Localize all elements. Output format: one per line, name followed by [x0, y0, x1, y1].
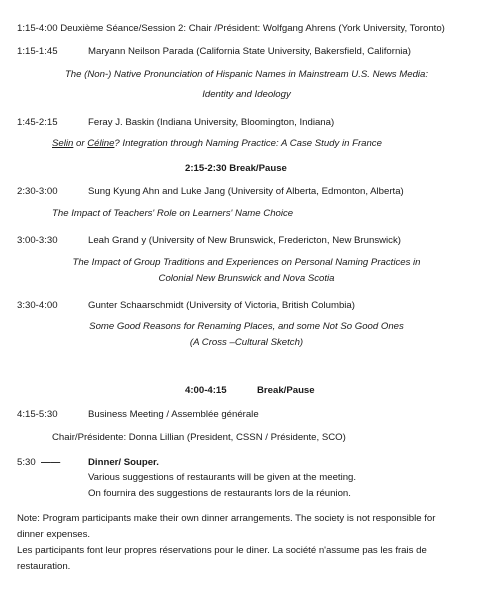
- dinner-line-en: Various suggestions of restaurants will be given at the meeting.: [88, 472, 357, 483]
- title-or: or: [73, 138, 88, 149]
- talk-title-cont: (A Cross –Cultural Sketch): [189, 337, 304, 348]
- talk-title: The Impact of Group Traditions and Experiences on Personal Naming Practices in: [72, 257, 421, 268]
- talk-speaker: Maryann Neilson Parada (California State University, Bakersfield, California): [88, 46, 411, 57]
- break-label: 2:15-2:30 Break/Pause: [185, 163, 287, 174]
- talk-time: 2:30-3:00: [17, 186, 58, 197]
- title-name-celine: Céline: [87, 138, 115, 149]
- talk-title: The Impact of Teachers' Role on Learners' Name Choice: [52, 208, 294, 219]
- note-en-line1: Note: Program participants make their own dinner arrangements. The society is not responsible for: [17, 513, 436, 524]
- talk-title: [52, 138, 382, 150]
- talk-time: 1:15-1:45: [17, 46, 58, 57]
- dinner-line-fr: On fournira des suggestions de restaurants lors de la réunion.: [88, 488, 351, 499]
- session-header: 1:15-4:00 Deuxième Séance/Session 2: Chair /Président: Wolfgang Ahrens (York University, Toronto): [17, 23, 445, 34]
- note-en-line2: dinner expenses.: [17, 529, 91, 540]
- title-rest: ? Integration through Naming Practice: A Case Study in France: [114, 138, 382, 149]
- talk-time: 1:45-2:15: [17, 117, 58, 128]
- note-fr-line1: Les participants font leur propres réservations pour le diner. La société n'assume pas les frais de: [17, 545, 427, 556]
- talk-time: 3:30-4:00: [17, 300, 58, 311]
- talk-time: 3:00-3:30: [17, 235, 58, 246]
- talk-speaker: Feray J. Baskin (Indiana University, Bloomington, Indiana): [88, 117, 335, 128]
- talk-title: Some Good Reasons for Renaming Places, and some Not So Good Ones: [89, 321, 404, 332]
- title-name-selin: Selin: [52, 138, 74, 149]
- talk-title-cont: Colonial New Brunswick and Nova Scotia: [158, 273, 335, 284]
- business-chair: Chair/Présidente: Donna Lillian (President, CSSN / Présidente, SCO): [52, 432, 346, 443]
- break2-time: 4:00-4:15: [185, 385, 227, 396]
- talk-title: The (Non-) Native Pronunciation of Hispanic Names in Mainstream U.S. News Media:: [64, 69, 429, 80]
- talk-title-cont: Identity and Ideology: [202, 89, 291, 100]
- talk-speaker: Leah Grand y (University of New Brunswick, Fredericton, New Brunswick): [88, 235, 401, 246]
- business-label: Business Meeting / Assemblée générale: [88, 409, 259, 420]
- dinner-time: 5:30: [17, 457, 36, 468]
- note-fr-line2: restauration.: [17, 561, 71, 572]
- dinner-label: Dinner/ Souper.: [88, 457, 159, 468]
- talk-speaker: Sung Kyung Ahn and Luke Jang (University of Alberta, Edmonton, Alberta): [88, 186, 404, 197]
- dinner-dash: ——: [41, 457, 61, 468]
- business-time: 4:15-5:30: [17, 409, 58, 420]
- talk-speaker: Gunter Schaarschmidt (University of Victoria, British Columbia): [88, 300, 355, 311]
- break2-label: Break/Pause: [257, 385, 315, 396]
